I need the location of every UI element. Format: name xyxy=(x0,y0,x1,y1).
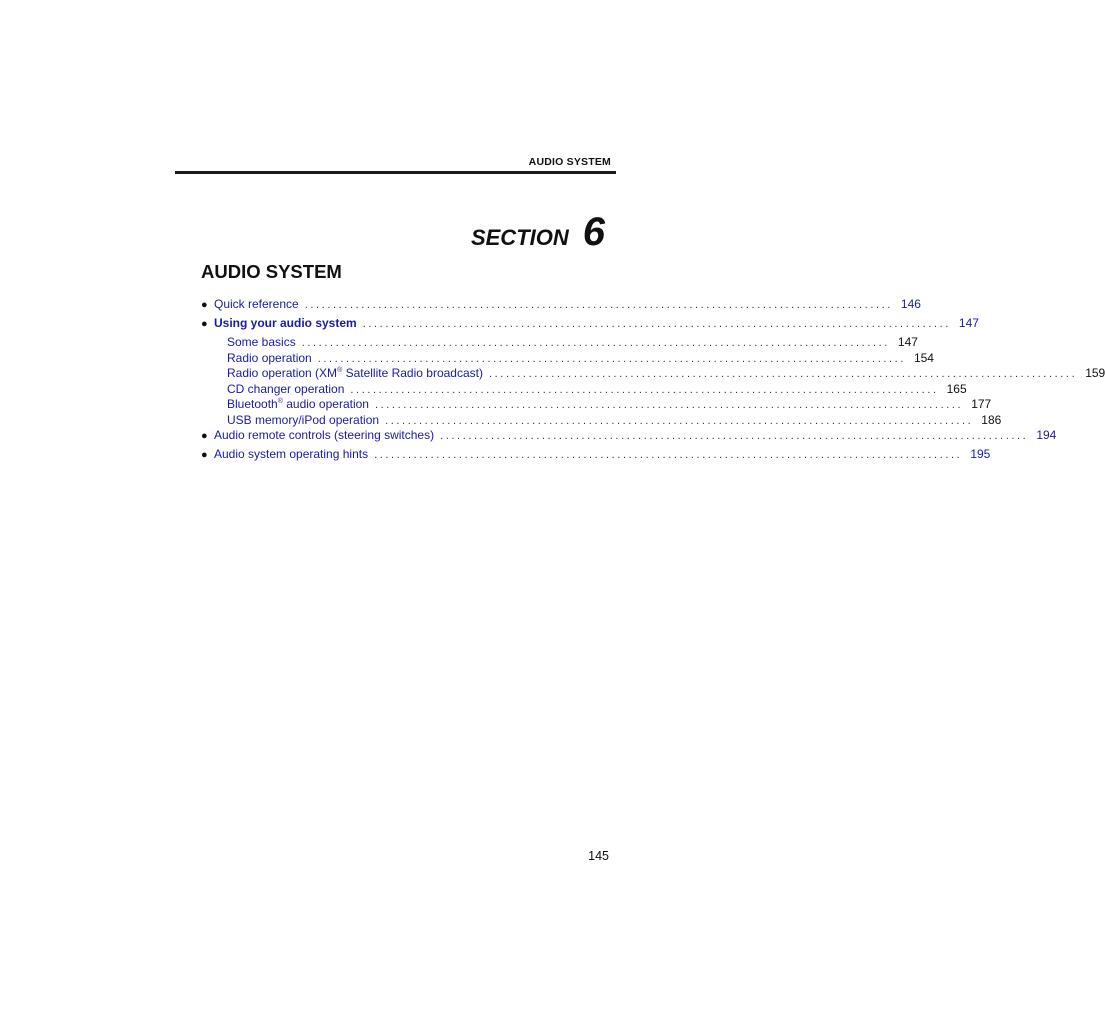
toc-entry-label[interactable]: CD changer operation xyxy=(227,381,345,396)
toc-entry-label[interactable]: Audio remote controls (steering switches) xyxy=(214,428,435,442)
toc-entry-label[interactable]: Using your audio system xyxy=(214,316,357,330)
bullet-icon: ● xyxy=(201,430,208,442)
toc-subentry-radio-xm[interactable] xyxy=(201,366,1105,382)
toc-entry-label[interactable]: Radio operation xyxy=(227,350,312,365)
toc-subentry-cd-changer[interactable] xyxy=(201,381,967,398)
toc-entry-label[interactable]: Audio system operating hints xyxy=(214,447,369,461)
page-number: 145 xyxy=(588,849,609,863)
toc-entry-page[interactable]: 194 xyxy=(1036,428,1057,442)
toc-entry-page: 154 xyxy=(913,350,934,365)
dot-leader: ........................................................................................................ xyxy=(301,337,890,349)
toc-entry-page: 186 xyxy=(981,412,1002,427)
toc-entry-label[interactable]: Quick reference xyxy=(214,297,299,311)
bullet-icon: ● xyxy=(201,299,208,311)
toc-entry-label[interactable]: Some basics xyxy=(227,335,296,349)
toc-entry-page: 165 xyxy=(946,381,967,396)
toc-entry-using-audio-system[interactable] xyxy=(201,316,979,335)
dot-leader: ........................................................................................................ xyxy=(374,399,964,411)
toc-entry-page: 177 xyxy=(971,397,992,411)
toc-entry-quick-reference[interactable] xyxy=(201,297,921,316)
toc-entry-page[interactable]: 147 xyxy=(958,316,979,330)
bullet-icon: ● xyxy=(201,318,208,330)
toc-entry-page: 159 xyxy=(1085,366,1105,380)
dot-leader: ........................................................................................................ xyxy=(440,430,1029,442)
dot-leader: ........................................................................................................ xyxy=(304,299,893,311)
header-rule xyxy=(175,171,616,174)
dot-leader: ........................................................................................................ xyxy=(488,368,1078,380)
toc-subentry-usb-ipod[interactable] xyxy=(201,412,1002,429)
toc-entry-page[interactable]: 195 xyxy=(970,447,991,461)
toc-subentry-some-basics[interactable] xyxy=(201,335,918,351)
toc-entry-label[interactable]: Radio operation (XM® Satellite Radio broadcast) xyxy=(227,366,483,380)
toc-subentry-bluetooth[interactable] xyxy=(201,397,992,413)
toc-entry-page: 147 xyxy=(897,335,918,349)
toc-entry-label[interactable]: Bluetooth® audio operation xyxy=(227,397,369,411)
toc-subentry-radio-operation[interactable] xyxy=(201,350,934,367)
section-heading xyxy=(471,210,605,255)
dot-leader: ........................................................................................................ xyxy=(317,352,906,365)
toc-entry-label[interactable]: USB memory/iPod operation xyxy=(227,412,380,427)
dot-leader: ........................................................................................................ xyxy=(385,414,974,427)
toc-entry-operating-hints[interactable] xyxy=(201,447,991,466)
section-word: SECTION xyxy=(470,225,569,250)
chapter-title: AUDIO SYSTEM xyxy=(201,261,342,282)
section-number: 6 xyxy=(582,210,605,254)
dot-leader: ........................................................................................................ xyxy=(362,318,951,330)
bullet-icon: ● xyxy=(201,449,208,461)
dot-leader: ........................................................................................................ xyxy=(374,449,963,461)
toc-entry-page[interactable]: 146 xyxy=(900,297,921,311)
dot-leader: ........................................................................................................ xyxy=(350,383,939,396)
running-header: AUDIO SYSTEM xyxy=(528,156,611,168)
table-of-contents xyxy=(201,297,1105,466)
toc-entry-remote-controls[interactable] xyxy=(201,428,1057,447)
